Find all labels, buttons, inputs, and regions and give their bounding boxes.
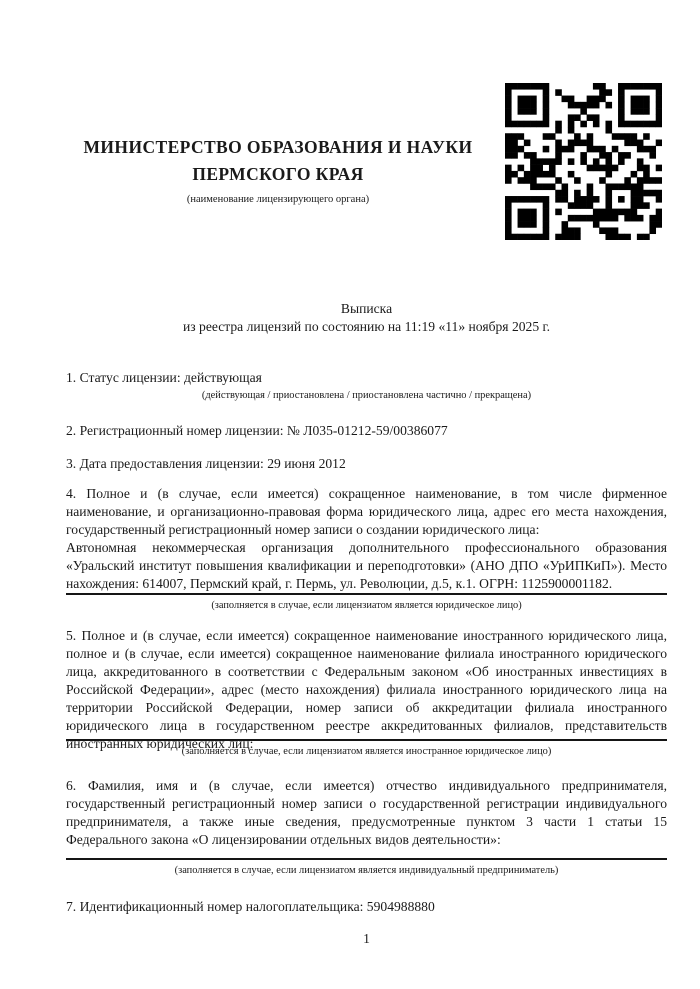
qr-code-image [505,83,662,240]
item-4-text: 4. Полное и (в случае, если имеется) сокращенное наименование, в том числе фирменное наименование, и организационно-правовая форма юридического лица, адрес его места нахождения, государственный регистрационный номер записи о создании юридического лица: Автономная некоммерческая организация дополнительного профессионального образования «Уральский институт повышения квалификации и переподготовки» (АНО ДПО «УрИПКиП»). Место нахождения: 614007, Пермский край, г. Пермь, ул. Революции, д.5, к.1. ОГРН: 1125900001182. [66,486,667,591]
item-1-caption: (действующая / приостановлена / приостановлена частично / прекращена) [201,390,532,401]
document-title-line1: Выписка [340,301,393,316]
item-6-caption: (заполняется в случае, если лицензиатом является индивидуальный предприниматель) [174,865,559,876]
item-2-registration-number: 2. Регистрационный номер лицензии: № Л035-01212-59/00386077 [66,423,448,438]
item-5-text: 5. Полное и (в случае, если имеется) сокращенное наименование иностранного юридического лица, полное и (в случае, если имеется) сокращенное наименование филиала иностранного юридического лица, аккредитованного в соответствии с Федеральным законом «Об иностранных инвестициях в Российской Федерации», адрес (место нахождения) филиала иностранного юридического лица на территории Российской Федерации, номер записи об аккредитации филиала иностранного юридического лица в государственном реестре аккредитованных филиалов, представительств иностранных юридических лиц: [66,628,667,751]
item-7-taxpayer-number: 7. Идентификационный номер налогоплательщика: 5904988880 [66,899,435,914]
item-6-entrepreneur-section [66,777,667,877]
authority-caption: (наименование лицензирующего органа) [186,194,370,205]
authority-name-line1: МИНИСТЕРСТВО ОБРАЗОВАНИЯ И НАУКИ [83,137,473,157]
item-5-caption: (заполняется в случае, если лицензиатом является иностранное юридическое лицо) [181,746,552,757]
item-3-license-date: 3. Дата предоставления лицензии: 29 июня 2012 [66,456,346,471]
item-4-value: Автономная некоммерческая организация дополнительного профессионального образования «Уральский институт повышения квалификации и переподготовки» (АНО ДПО «УрИПКиП»). Место нахождения: 614007, Пермский край, г. Пермь, ул. Революции, д.5, к.1. ОГРН: 1125900001182. [66,540,667,591]
authority-name-line2: ПЕРМСКОГО КРАЯ [192,164,364,184]
qr-code-icon [505,83,662,240]
item-4-legal-entity-section [66,485,667,616]
item-4-caption: (заполняется в случае, если лицензиатом является юридическое лицо) [211,600,522,611]
item-5-foreign-entity-section [66,627,667,758]
item-6-underline-rule [66,858,667,860]
item-6-text: 6. Фамилия, имя и (в случае, если имеется) отчество индивидуального предпринимателя, государственный регистрационный номер записи о государственной регистрации индивидуального предпринимателя, а также иные сведения, предусмотренные пунктом 3 части 1 статьи 15 Федерального закона «О лицензировании отдельных видов деятельности»: [66,778,667,847]
item-4-underline-rule [66,593,667,595]
page-number: 1 [363,931,370,946]
document-title-line2: из реестра лицензий по состоянию на 11:19 «11» ноября 2025 г. [182,319,550,334]
document-title [66,300,667,336]
item-1-license-status: 1. Статус лицензии: действующая [66,370,262,385]
licensing-authority-block [66,134,490,206]
item-5-underline-rule [66,739,667,741]
